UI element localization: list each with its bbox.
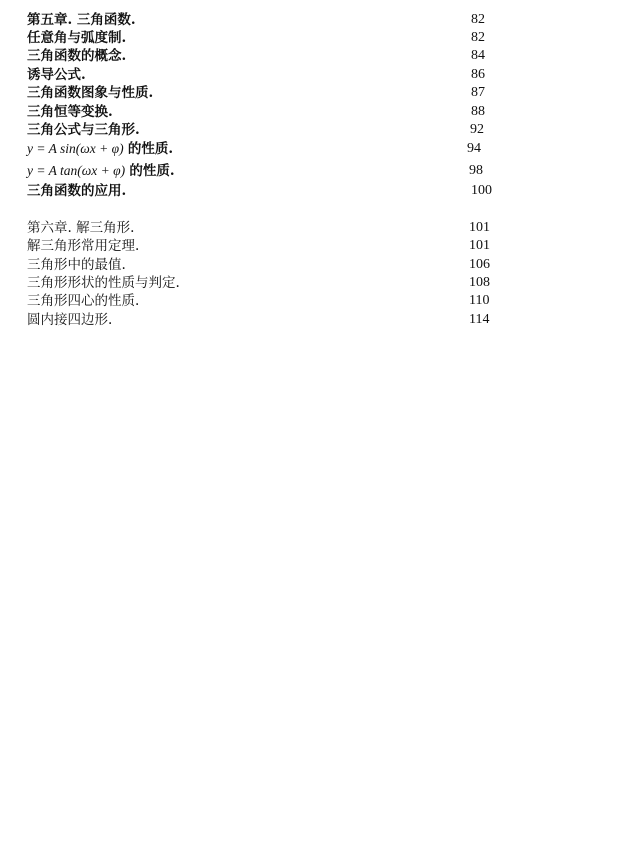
toc-entry-title: 三角函数的应用. bbox=[27, 183, 127, 199]
toc-entry-chapter6-heading bbox=[0, 219, 624, 237]
toc-entry bbox=[0, 182, 624, 200]
toc-entry-page: 106 bbox=[469, 257, 490, 272]
toc-entry-page: 100 bbox=[471, 183, 492, 198]
toc-entry-page: 82 bbox=[471, 12, 485, 27]
toc-entry-page: 110 bbox=[469, 293, 490, 308]
toc-entry-title: 三角形中的最值. bbox=[27, 257, 126, 273]
toc-entry bbox=[0, 84, 624, 102]
toc-entry-page: 94 bbox=[467, 141, 481, 156]
toc-entry-page: 108 bbox=[469, 275, 490, 290]
toc-entry-title: 解三角形常用定理. bbox=[27, 238, 140, 254]
toc-entry-title-text: 的性质. bbox=[129, 163, 175, 179]
toc-entry bbox=[0, 292, 624, 310]
toc-entry-chapter5-heading bbox=[0, 11, 624, 29]
toc-entry bbox=[0, 47, 624, 65]
toc-entry-page: 84 bbox=[471, 48, 485, 63]
toc-entry-page: 101 bbox=[469, 238, 490, 253]
toc-entry-page: 87 bbox=[471, 85, 485, 100]
toc-entry bbox=[0, 237, 624, 255]
toc-entry-page: 86 bbox=[471, 67, 485, 82]
toc-entry-title: 三角形四心的性质. bbox=[27, 293, 140, 309]
toc-entry-page: 101 bbox=[469, 220, 490, 235]
toc-entry bbox=[0, 121, 624, 139]
math-formula: y = A sin(ωx + φ) bbox=[27, 141, 124, 156]
toc-entry-page: 98 bbox=[469, 163, 483, 178]
toc-entry bbox=[0, 274, 624, 292]
toc-entry bbox=[0, 66, 624, 84]
toc-entry bbox=[0, 103, 624, 121]
toc-entry bbox=[0, 29, 624, 47]
toc-entry-title bbox=[27, 140, 173, 158]
toc-entry bbox=[0, 256, 624, 274]
toc-entry-title: 第六章. 解三角形. bbox=[27, 220, 135, 236]
toc-entry-title: 圆内接四边形. bbox=[27, 312, 113, 328]
toc-entry-title: 三角函数图象与性质. bbox=[27, 85, 154, 101]
toc-entry-formula bbox=[0, 162, 624, 180]
toc-entry-title: 任意角与弧度制. bbox=[27, 30, 127, 46]
toc-entry-title: 第五章. 三角函数. bbox=[27, 12, 136, 28]
toc-entry-page: 82 bbox=[471, 30, 485, 45]
toc-entry-formula bbox=[0, 140, 624, 158]
toc-entry-title: 三角函数的概念. bbox=[27, 48, 127, 64]
toc-entry-title bbox=[27, 162, 175, 180]
toc-entry-page: 88 bbox=[471, 104, 485, 119]
toc-entry-title: 三角公式与三角形. bbox=[27, 122, 140, 138]
toc-entry-page: 92 bbox=[470, 122, 484, 137]
toc-entry-title: 诱导公式. bbox=[27, 67, 86, 83]
toc-entry-title: 三角恒等变换. bbox=[27, 104, 113, 120]
toc-entry-page: 114 bbox=[469, 312, 490, 327]
toc-entry bbox=[0, 311, 624, 329]
toc-entry-title-text: 的性质. bbox=[127, 141, 174, 157]
math-formula: y = A tan(ωx + φ) bbox=[27, 163, 126, 178]
toc-entry-title: 三角形形状的性质与判定. bbox=[27, 275, 180, 291]
